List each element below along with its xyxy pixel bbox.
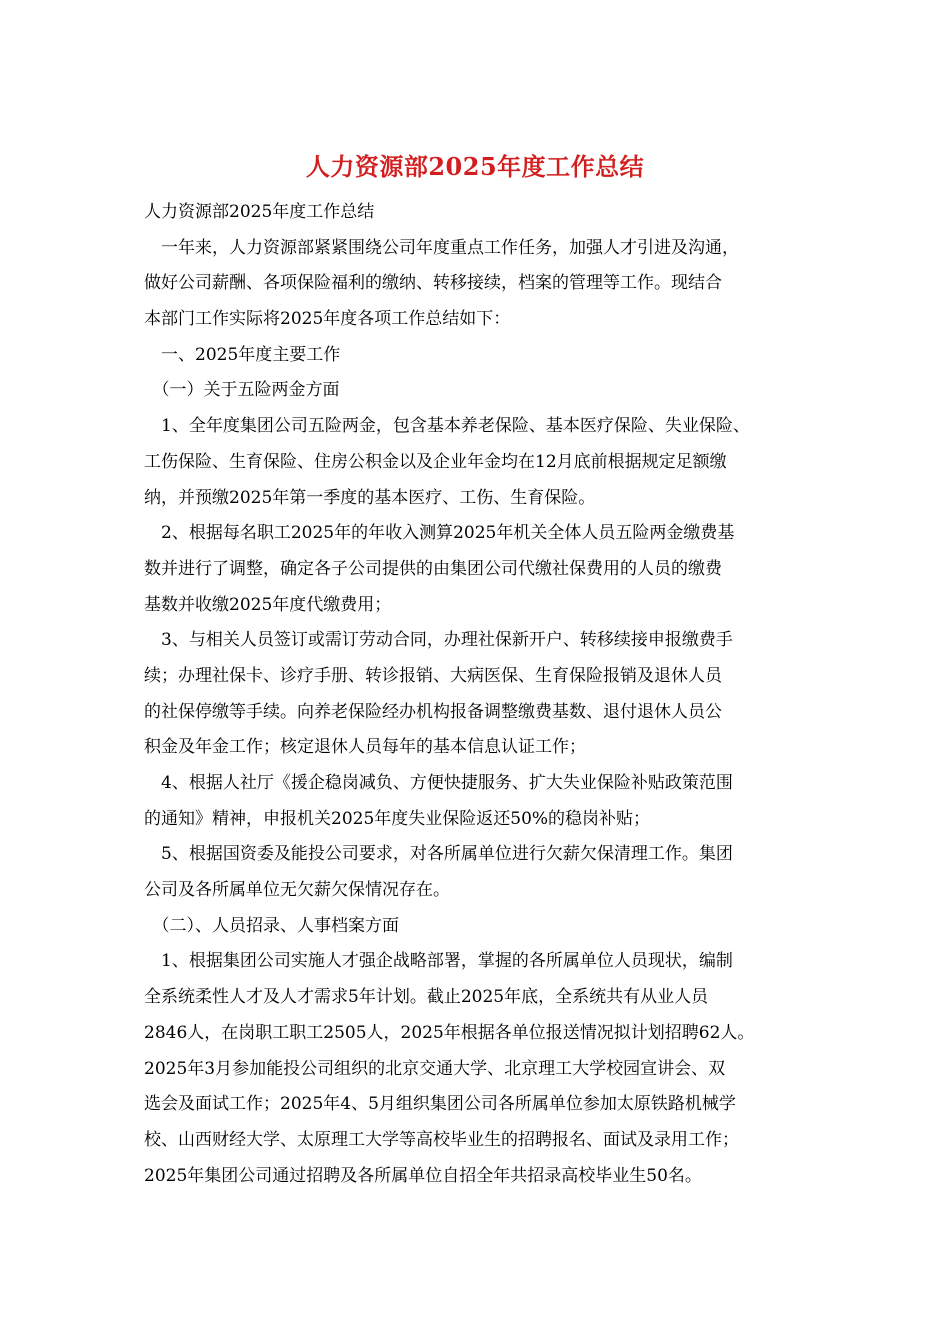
body-line: 人力资源部2025年度工作总结 (144, 202, 375, 222)
body-line: 2025年3月参加能投公司组织的北京交通大学、北京理工大学校园宣讲会、双 (144, 1058, 726, 1079)
body-line: 选会及面试工作；2025年4、5月组织集团公司各所属单位参加太原铁路机械学 (144, 1094, 736, 1115)
body-line: 2025年集团公司通过招聘及各所属单位自招全年共招录高校毕业生50名。 (144, 1165, 702, 1186)
body-line: 2846人，在岗职工职工2505人，2025年根据各单位报送情况拟计划招聘62人。 (144, 1022, 755, 1043)
body-line: 校、山西财经大学、太原理工大学等高校毕业生的招聘报名、面试及录用工作； (144, 1129, 739, 1150)
body-line: 全系统柔性人才及人才需求5年计划。截止2025年底，全系统共有从业人员 (144, 987, 709, 1008)
body-line: 1、根据集团公司实施人才强企战略部署，掌握的各所属单位人员现状，编制 (144, 951, 733, 972)
body-line: 3、与相关人员签订或需订劳动合同，办理社保新开户、转移续接申报缴费手 (144, 630, 733, 651)
body-line: 续；办理社保卡、诊疗手册、转诊报销、大病医保、生育保险报销及退休人员 (144, 665, 722, 686)
subsection-heading: （二）、人员招录、人事档案方面 (144, 915, 399, 936)
body-line: 公司及各所属单位无欠薪欠保情况存在。 (144, 880, 450, 901)
body-line: 的通知》精神，申报机关2025年度失业保险返还50%的稳岗补贴； (144, 808, 651, 829)
body-line: 做好公司薪酬、各项保险福利的缴纳、转移接续，档案的管理等工作。现结合 (144, 273, 722, 294)
subsection-heading: （一）关于五险两金方面 (144, 380, 340, 401)
body-line: 2、根据每名职工2025年的年收入测算2025年机关全体人员五险两金缴费基 (144, 523, 735, 544)
section-heading: 一、2025年度主要工作 (144, 344, 341, 365)
body-line: 基数并收缴2025年度代缴费用； (144, 594, 392, 615)
body-line: 1、全年度集团公司五险两金，包含基本养老保险、基本医疗保险、失业保险、 (144, 416, 750, 437)
body-line: 本部门工作实际将2025年度各项工作总结如下： (144, 309, 511, 330)
body-line: 的社保停缴等手续。向养老保险经办机构报备调整缴费基数、退付退休人员公 (144, 701, 722, 722)
body-line: 工伤保险、生育保险、住房公积金以及企业年金均在12月底前根据规定足额缴 (144, 451, 727, 472)
body-line: 4、根据人社厅《援企稳岗减负、方便快捷服务、扩大失业保险补贴政策范围 (144, 773, 733, 793)
body-line: 5、根据国资委及能投公司要求，对各所属单位进行欠薪欠保清理工作。集团 (144, 844, 733, 865)
body-line: 一年来，人力资源部紧紧围绕公司年度重点工作任务，加强人才引进及沟通， (144, 237, 739, 258)
body-line: 纳，并预缴2025年第一季度的基本医疗、工伤、生育保险。 (144, 487, 596, 508)
body-line: 积金及年金工作；核定退休人员每年的基本信息认证工作； (144, 737, 586, 758)
document-body (144, 195, 824, 1194)
document-title: 人力资源部2025年度工作总结 (305, 152, 645, 181)
body-line: 数并进行了调整，确定各子公司提供的由集团公司代缴社保费用的人员的缴费 (144, 558, 722, 579)
